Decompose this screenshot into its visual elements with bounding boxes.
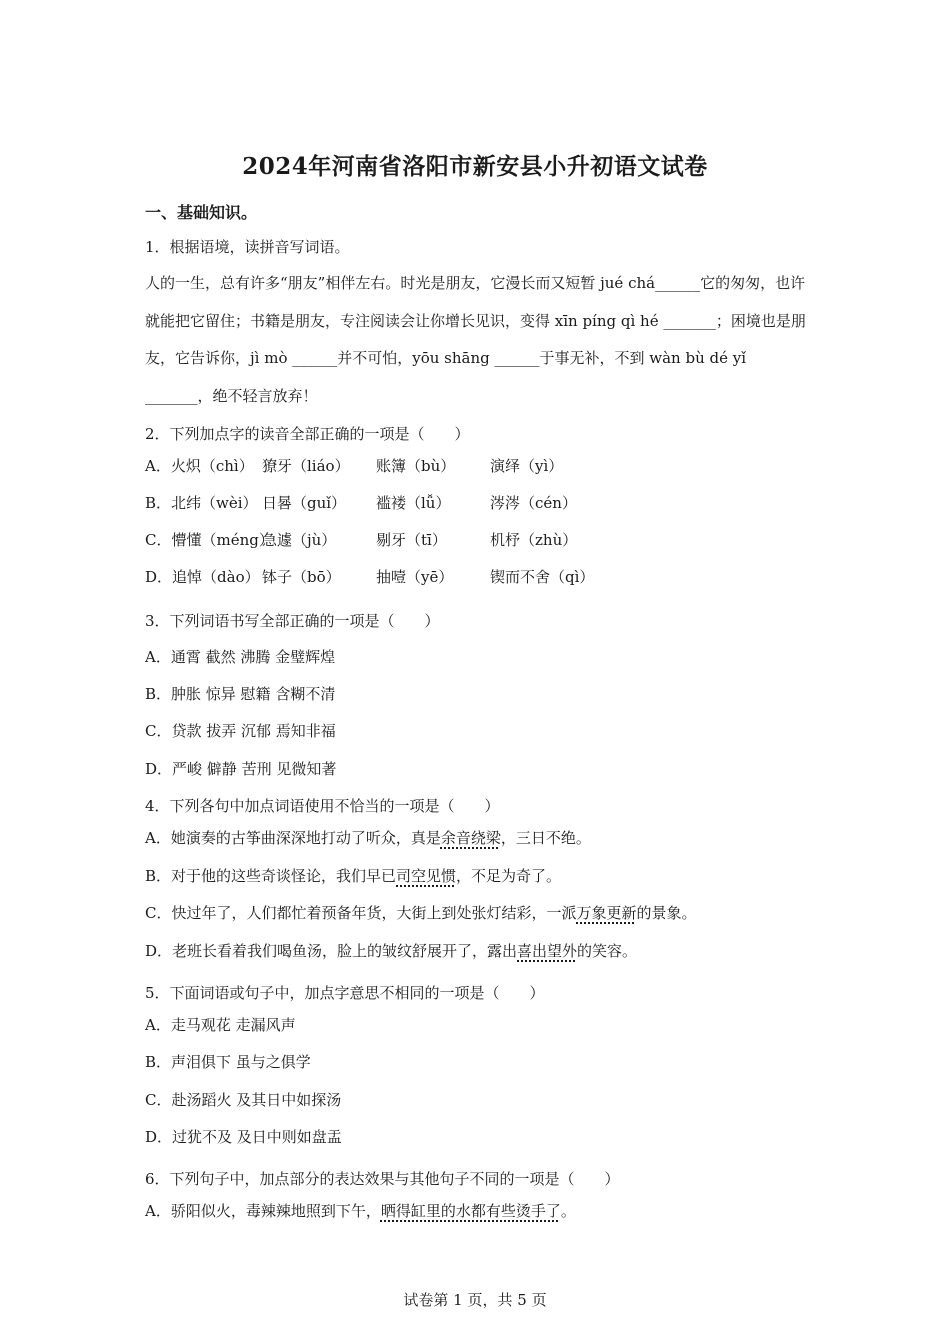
page-footer: 试卷第 1 页，共 5 页 [403, 1291, 547, 1309]
question-4-option-c [145, 902, 697, 923]
question-5-option-a: A．走马观花 走漏风声 [145, 1016, 296, 1034]
dotted-phrase: 喜出望外 [517, 942, 578, 960]
question-2-stem: 2．下列加点字的读音全部正确的一项是（ ） [145, 425, 470, 443]
question-3-option-a: A．通霄 截然 沸腾 金璧辉煌 [145, 648, 336, 666]
option-item: 日晷（guǐ） [262, 494, 347, 512]
question-5-option-d: D．过犹不及 及日中则如盘盂 [145, 1128, 342, 1146]
option-item: 锲而不舍（qì） [490, 568, 595, 586]
dotted-phrase: 余音绕梁 [440, 829, 501, 847]
question-3-option-c: C．贷款 拔弄 沉郁 焉知非福 [145, 722, 336, 740]
option-text: 的笑容。 [577, 942, 638, 960]
question-3-option-b: B．肿胀 惊异 慰籍 含糊不清 [145, 685, 336, 703]
option-text: A．她演奏的古筝曲深深地打动了听众，真是 [145, 829, 441, 847]
section-heading: 一、基础知识。 [145, 203, 258, 222]
option-item: 账簿（bù） [376, 457, 456, 475]
question-1-stem: 1．根据语境，读拼音写词语。 [145, 238, 350, 256]
question-4-option-a [145, 827, 591, 848]
option-item: 褴褛（lǚ） [376, 494, 451, 512]
question-2-option-d [145, 566, 594, 587]
option-text: A．骄阳似火，毒辣辣地照到下午， [145, 1202, 381, 1220]
question-2-option-b [145, 492, 577, 513]
option-item: 涔涔（cén） [490, 494, 577, 512]
option-item: 急遽（jù） [262, 531, 337, 549]
option-item: 机杼（zhù） [490, 531, 578, 549]
dotted-phrase: 晒得缸里的水都有些烫手了 [380, 1202, 561, 1220]
question-2-option-c [145, 529, 577, 550]
option-item: A．火炽（chì） [145, 457, 254, 475]
question-6-stem: 6．下列句子中，加点部分的表达效果与其他句子不同的一项是（ ） [145, 1170, 620, 1188]
question-5-option-b: B．声泪俱下 虽与之俱学 [145, 1053, 311, 1071]
option-text: ，不足为奇了。 [456, 867, 562, 885]
question-6-option-a [145, 1200, 576, 1221]
question-4-option-d [145, 940, 637, 961]
page-title: 2024年河南省洛阳市新安县小升初语文试卷 [242, 153, 708, 180]
option-text: 。 [560, 1202, 576, 1220]
option-item: D．追悼（dào） [145, 568, 260, 586]
question-4-option-b [145, 865, 561, 886]
option-text: B．对于他的这些奇谈怪论，我们早已 [145, 867, 397, 885]
option-text: 的景象。 [636, 904, 697, 922]
question-4-stem: 4．下列各句中加点词语使用不恰当的一项是（ ） [145, 797, 500, 815]
question-2-option-a [145, 455, 563, 476]
option-item: 抽噎（yē） [376, 568, 454, 586]
option-item: 钵子（bō） [262, 568, 341, 586]
option-text: ，三日不绝。 [500, 829, 591, 847]
option-item: C．懵懂（méng） [145, 531, 274, 549]
question-5-option-c: C．赴汤蹈火 及其日中如探汤 [145, 1091, 342, 1109]
dotted-phrase: 万象更新 [576, 904, 637, 922]
option-item: 演绎（yì） [490, 457, 564, 475]
option-text: D．老班长看着我们喝鱼汤，脸上的皱纹舒展开了，露出 [145, 942, 518, 960]
dotted-phrase: 司空见惯 [396, 867, 457, 885]
option-text: C．快过年了，人们都忙着预备年货，大街上到处张灯结彩，一派 [145, 904, 577, 922]
option-item: 剔牙（tī） [376, 531, 447, 549]
question-3-option-d: D．严峻 僻静 苦刑 见微知著 [145, 760, 337, 778]
question-3-stem: 3．下列词语书写全部正确的一项是（ ） [145, 612, 440, 630]
question-5-stem: 5．下面词语或句子中，加点字意思不相同的一项是（ ） [145, 984, 545, 1002]
option-item: 獠牙（liáo） [262, 457, 350, 475]
question-1-passage: 人的一生，总有许多“朋友”相伴左右。时光是朋友，它漫长而又短暂 jué chá______它的匆匆，也许就能把它留住；书籍是朋友，专注阅读会让你增长见识，变得 xīn píng qì hé _______；困境也是朋友，它告诉你，jì mò ______并不可怕，yōu shāng ______于事无补，不到 wàn bù dé yǐ _______，绝不轻言放弃！ [145, 274, 806, 405]
option-item: B．北纬（wèi） [145, 494, 258, 512]
